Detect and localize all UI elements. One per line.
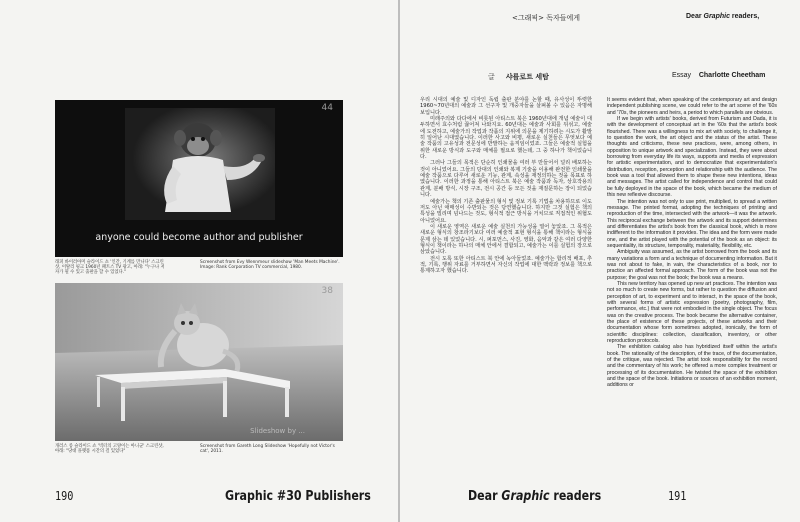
running-head-korean: <그래픽> 독자들에게 (512, 14, 581, 22)
slide-watermark: Slideshow by ... (250, 427, 305, 435)
english-text-column (607, 97, 777, 389)
byline-english: Essay Charlotte Cheetham (672, 72, 766, 79)
left-folio-number: 190 (55, 489, 74, 503)
korean-paragraph: 전시 도록 또한 아티스트 북 안에 녹아들었죠. 예술가는 합리적 배포, 추적, 기록, 행위 자료를 거부하면서 자신의 작업에 대한 맥락과 정보를 책으로 통제하고자 했습니다. (420, 255, 592, 275)
korean-paragraph: 그러나 그들의 목적은 단순히 인쇄물을 여러 부 만들어서 널리 배포하는 것이 아니었어요. 그들의 당대의 인쇄와 복제 기술을 이용해 완전한 인쇄물을 예술 작품으로 다루어 새로운 기능, 관계, 속성을 재정의하는 것을 목표로 하였습니다. 이러한 과정을 통해 아티스트 북은 예술 작품과 독자, 상호작용의 관계, 분배 방식, 시장 구조, 전시 공간 등 모든 것을 재질문하는 장이 되었습니다. (420, 160, 592, 199)
korean-text-column (420, 97, 592, 275)
figure2-caption-english: Screenshot from Gareth Long Slideshow 'Hopefully not Victor's cat', 2011. (200, 444, 335, 455)
english-paragraph: The intention was not only to use print, multiplied, to spread a written message. The printed format, adopting the techniques of printing and reproduction of the time, intersected with the artwork—it was the artwork. This reciprocal exchange between the artwork and its support determines and differentiates the artist's book from the classical book, which is more indifferent to the information it provides. The idea and the form were made one, and the artist played with the potential of the book as an object: its sequentiality, its structure, temporality, materiality, flexibility, etc. (607, 198, 777, 249)
english-paragraph: The exhibition catalog also has hybridized itself within the artist's book. The rationality of the description, of the trace, of the documentation, of the critique, was rejected. The artist took responsibility for the record and the commentary of his work; he offered a more complex treatment or processing of its documentation. He twisted the space of the exhibition and the space of the book. Initiations or sources of an exhibition moment, additions or (607, 344, 777, 389)
english-paragraph: If we begin with artists' books, derived from Futurism and Dada, it is with the development of conceptual art in the '60s that the artist's book flourished. There was a willingness to mix art with society, to challenge it, to question the work, the art object and the status of the artist. These thoughts and criticisms, these new practices, were, among others, in opposition to unique artwork and specialization. Instead, they were about borrowing from everyday life its ways, supports and media of expression for artistic experimentation, and to democratize that experimentation's distribution, reception, perception and relationship with the audience. The book was a tool that allowed them to shape these new intentions, ideas and messages. The artist called for independence and control that could be fully deployed in the space of the book, which became the medium of this new reflexive discourse. (607, 116, 777, 199)
english-paragraph: Ambiguity was assumed, as the artist borrowed from the book and its many variations a form and a technique of documenting information. But it was not about to fake, in vain, the characteristics of a book, nor to practice an affected formal approach. The form of the book was not the purpose; the goal was not the book; the book was a means. (607, 249, 777, 281)
korean-paragraph: 우리 시대의 예술 및 디자인 독립 출판 분야를 논할 때, 유사성이 뚜렷한 1960~70년대의 예술과 그 선구자 및 개중자들을 살펴볼 수 있음은 자명해 보입니다. (420, 97, 592, 116)
right-folio-number: 191 (668, 489, 687, 503)
left-folio-title: Graphic #30 Publishers (225, 489, 371, 504)
right-folio-title: Dear Graphic readers (468, 489, 602, 504)
slide-caption: anyone could become author and publisher (95, 232, 303, 243)
slide-number: 38 (321, 286, 333, 296)
figure-chimp-slide (55, 100, 343, 257)
running-head-english: Dear Graphic readers, (686, 13, 760, 20)
slide-number: 44 (321, 103, 333, 113)
english-paragraph: This new territory has opened up new art practices. The intention was not so much to create new forms, but rather to question the diffusion and perception of art, to experiment and to interact, in the space of the book, with several forms of artistic expression (poetry, photography, film, performance, etc.) that were not embodied in the single object. The focus was on the creative process. The book became the alternative container, the place of existence of these projects, of these artworks and their documentation whose form sometimes adopted, ironically, the form of scientific disciplines: collection, classification, inventory, or other reproduction protocols. (607, 280, 777, 345)
right-page (400, 0, 800, 522)
figure-cat-slide (55, 283, 343, 441)
left-page (0, 0, 398, 522)
figure1-caption-korean: 래퍼 바이러아머 슬라이드 쇼 '인간, 기계를 만나다' 스크린샷, 이탈리 핑크 1960년 패트스 TV 광고, 아래: "누구나 저자가 될 수 있고 출판을 할 수 있었다." (55, 260, 165, 276)
byline-korean: 글 샤를로트 세탐 (488, 73, 549, 81)
korean-paragraph: 예술가는 책의 기존 출판물의 형식 및 정보 기록 기법을 차용하므로 이도 저도 아닌 애매성이 수반되는 것은 당연했습니다. 하지만 그것 실험은 책의 특성을 빌리며 넘나드는 것도, 형식적 접근 방식을 거치므로 직접적인 위협도 아니었어요. (420, 198, 592, 224)
korean-paragraph: 이 새로운 영역은 새로운 예술 실천의 가능성을 열어 놓았죠. 그 목적은 새로운 형식의 창조라기보다 여러 예술적 표현 형식을 통해 책이라는 형식을 문제 삼는 데 있었습니다. 시, 퍼포먼스, 사진, 영화, 음악과 같은 여러 다양한 형식이 책이라는 하나의 매체 안에서 결합되고, 예술가는 이를 실험의 장으로 삼았습니다. (420, 223, 592, 256)
cat-photo (55, 283, 343, 441)
english-paragraph: It seems evident that, when speaking of the contemporary art and design independent publishing scene, we could refer to the art scene of the '60s and '70s, the pioneers and heirs, a period to which parallels are obvious. (607, 97, 777, 116)
figure1-caption-english: Screenshot from Evy Wennmeur slideshow 'Man Meets Machine'. Image: Rank Corporation TV commercial, 1980. (200, 260, 340, 271)
figure2-caption-korean: 개러스 롱 슬라이드 쇼 '빅터의 고양이는 아니군' 스크린샷, 아래: "당대 플랫폼 시간의 걸 있었다" (55, 444, 164, 455)
korean-paragraph: 미래주의와 다다에서 비롯된 아티스트 북은 1960년대에 개념 예술이 대두하면서 효수처럼 끓어져 나와지요. 60년대는 예술과 사회를 뒤섞고, 예술에 도전하고, 예술가의 작업과 작품의 지위에 의문을 제기하려는 시도가 활발히 일어난 시대였습니다. 이러한 사고와 비평, 새로운 실천들은 무엇보다 예술 작품의 고유성과 전문성에 반발하는 움직임이었죠. 그들은 예술적 실험을 위한 새로운 방식과 도구와 매체를 필요로 했는데, 그 중 하나가 책이었습니다. (420, 116, 592, 161)
